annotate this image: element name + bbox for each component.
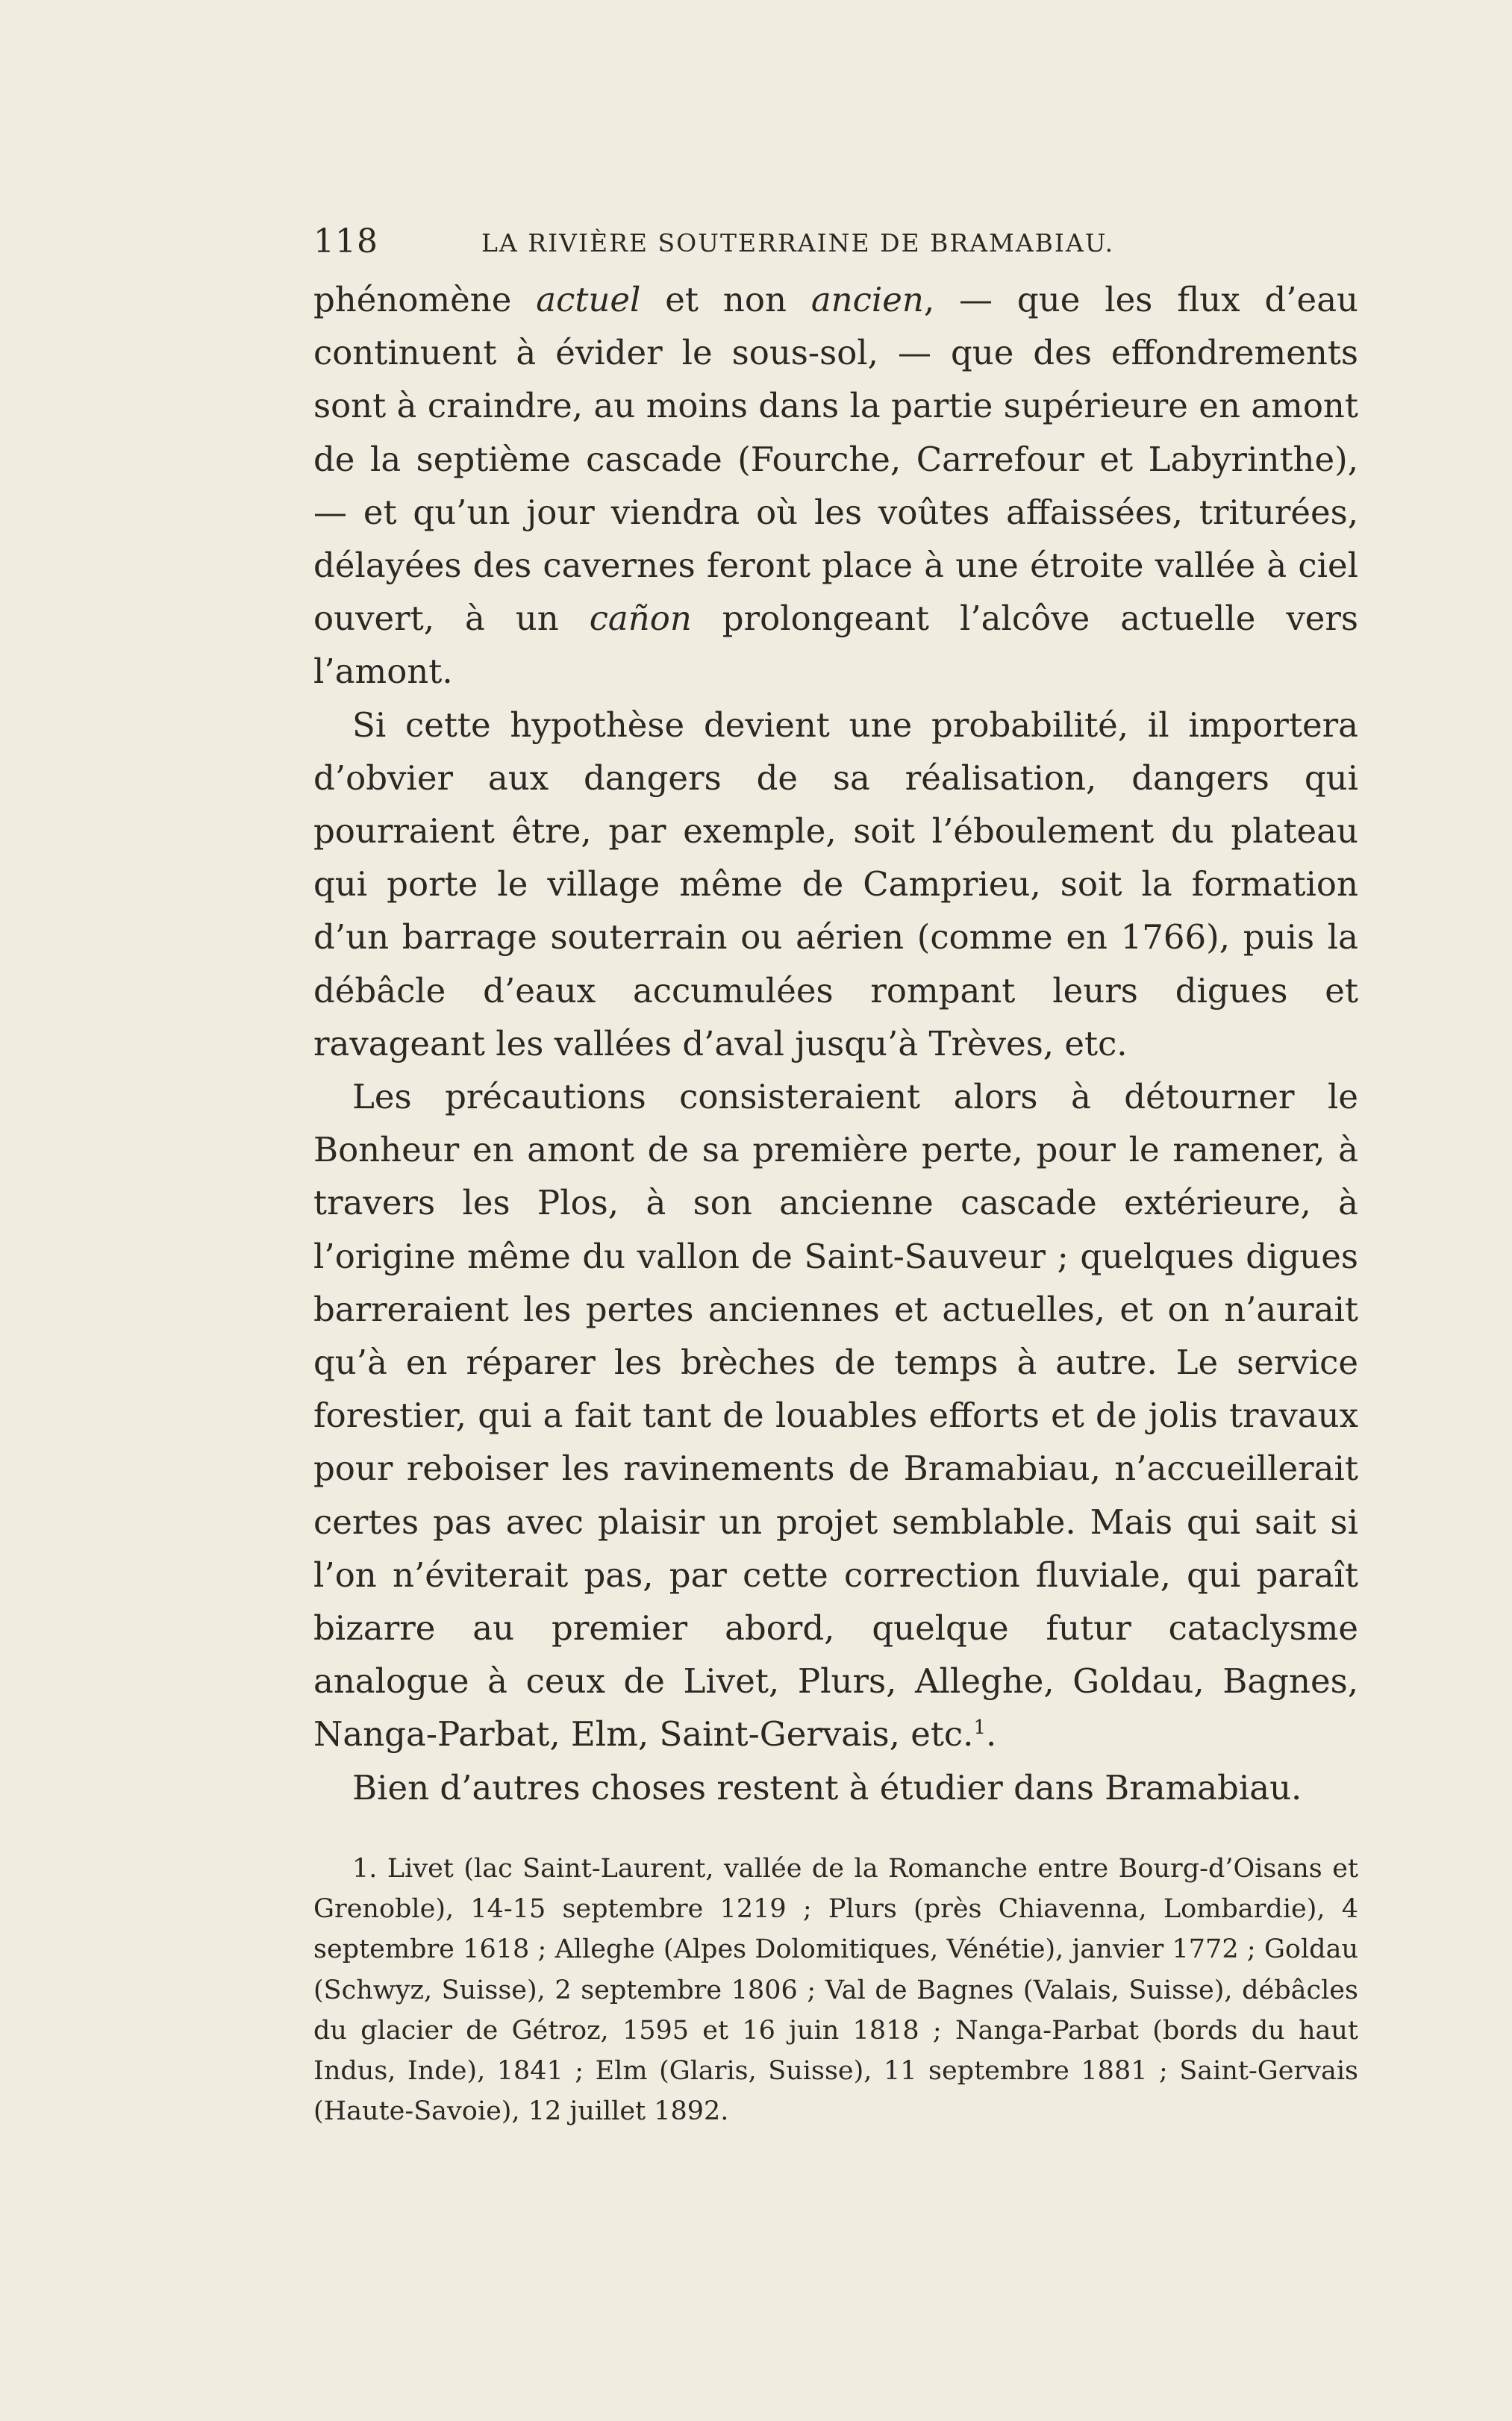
paragraph-3 bbox=[313, 1070, 1358, 1761]
paragraph-1-text-a: phénomène bbox=[313, 280, 537, 319]
book-page bbox=[313, 222, 1358, 2131]
running-title: LA RIVIÈRE SOUTERRAINE DE BRAMABIAU. bbox=[481, 228, 1115, 257]
paragraph-1-text-b: et non bbox=[640, 280, 811, 319]
paragraph-1-text-c: , — que les flux d’eau continuent à évider le sous-sol, — que des effondrements sont à craindre, au moins dans la partie supérieure en amont de la septième cascade (Fourche, Carrefour et Labyrinthe), — et qu’un jour viendra où les voûtes affaissées, triturées, délayées des cavernes feront place à une étroite vallée à ciel ouvert, à un bbox=[313, 280, 1359, 639]
footnote-reference: 1 bbox=[973, 1716, 986, 1740]
italic-actuel: actuel bbox=[536, 280, 641, 319]
italic-ancien: ancien bbox=[810, 280, 924, 319]
paragraph-1 bbox=[313, 273, 1358, 699]
page-number: 118 bbox=[313, 222, 378, 260]
footnote: 1. Livet (lac Saint-Laurent, vallée de la Romanche entre Bourg-d’Oisans et Grenoble), 14-15 septembre 1219 ; Plurs (près Chiavenna, Lombardie), 4 septembre 1618 ; Alleghe (Alpes Dolomitiques, Vénétie), janvier 1772 ; Goldau (Schwyz, Suisse), 2 septembre 1806 ; Val de Bagnes (Valais, Suisse), débâcles du glacier de Gétroz, 1595 et 16 juin 1818 ; Nanga-Parbat (bords du haut Indus, Inde), 1841 ; Elm (Glaris, Suisse), 11 septembre 1881 ; Saint-Gervais (Haute-Savoie), 12 juillet 1892. bbox=[313, 1853, 1358, 2127]
paragraph-4: Bien d’autres choses restent à étudier dans Bramabiau. bbox=[352, 1767, 1302, 1808]
paragraph-3-text-a: Les précautions consisteraient alors à détourner le Bonheur en amont de sa première perte, pour le ramener, à travers les Plos, à son ancienne cascade extérieure, à l’origine même du vallon de Saint-Sauveur ; quelques digues barreraient les pertes anciennes et actuelles, et on n’aurait qu’à en réparer les brèches de temps à autre. Le service forestier, qui a fait tant de louables efforts et de jolis travaux pour reboiser les ravinements de Bramabiau, n’accueillerait certes pas avec plaisir un projet semblable. Mais qui sait si l’on n’éviterait pas, par cette correction fluviale, qui paraît bizarre au premier abord, quelque futur cataclysme analogue à ceux de Livet, Plurs, Alleghe, Goldau, Bagnes, Nanga-Parbat, Elm, Saint-Gervais, etc. bbox=[313, 1077, 1358, 1755]
italic-canon: cañon bbox=[589, 599, 692, 639]
paragraph-2: Si cette hypothèse devient une probabilité, il importera d’obvier aux dangers de sa réalisation, dangers qui pourraient être, par exemple, soit l’éboulement du plateau qui porte le village même de Camprieu, soit la formation d’un barrage souterrain ou aérien (comme en 1766), puis la débâcle d’eaux accumulées rompant leurs digues et ravageant les vallées d’aval jusqu’à Trèves, etc. bbox=[313, 705, 1358, 1063]
paragraph-1-text-d: prolongeant l’alcôve actuelle vers l’amont. bbox=[313, 599, 1358, 692]
paragraph-3-text-b: . bbox=[986, 1714, 997, 1755]
running-head bbox=[313, 222, 1358, 267]
body-text bbox=[313, 273, 1358, 1814]
